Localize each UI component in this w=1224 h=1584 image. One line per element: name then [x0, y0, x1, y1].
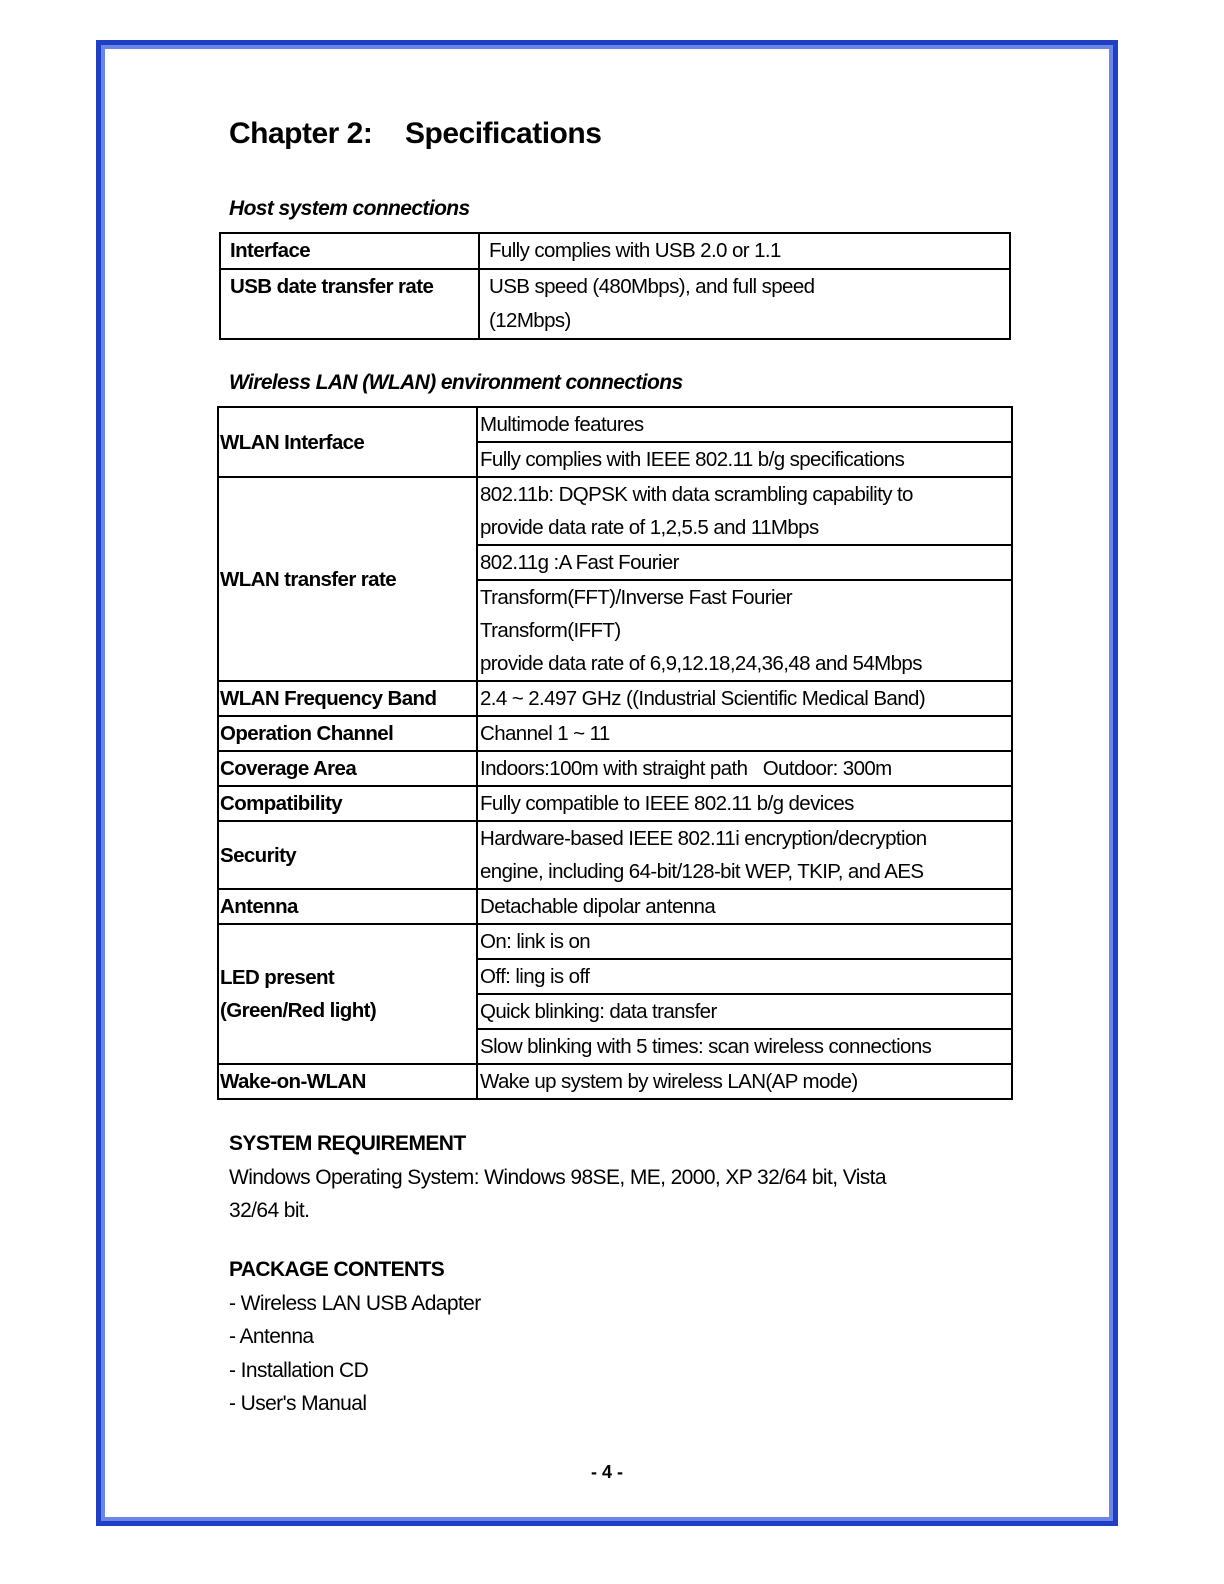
package-contents-section	[229, 1253, 481, 1421]
host-section-heading: Host system connections	[229, 197, 470, 220]
wlan-interface-value: Fully complies with IEEE 802.11 b/g specifications	[477, 442, 1012, 477]
page-number: - 4 -	[590, 1462, 623, 1482]
table-row	[220, 233, 1010, 269]
wlan-interface-value: Multimode features	[477, 407, 1012, 442]
wlan-rate-b-line: 802.11b: DQPSK with data scrambling capability to	[480, 483, 913, 506]
table-row	[218, 1064, 1012, 1099]
list-item: - User's Manual	[229, 1392, 367, 1415]
table-row	[218, 716, 1012, 751]
table-row	[218, 751, 1012, 786]
page-border-inner	[101, 45, 1113, 1521]
host-interface-value: Fully complies with USB 2.0 or 1.1	[479, 233, 1010, 269]
security-label: Security	[218, 821, 477, 889]
compatibility-value: Fully compatible to IEEE 802.11 b/g devices	[477, 786, 1012, 821]
antenna-value: Detachable dipolar antenna	[477, 889, 1012, 924]
led-label-line: LED present	[220, 966, 335, 989]
chapter-title	[229, 117, 601, 151]
table-row	[218, 924, 1012, 959]
wake-on-wlan-label: Wake-on-WLAN	[218, 1064, 477, 1099]
wlan-transfer-rate-label: WLAN transfer rate	[218, 477, 477, 681]
led-value: Slow blinking with 5 times: scan wireless connections	[477, 1029, 1012, 1064]
table-row	[218, 477, 1012, 545]
wlan-rate-g-line: Transform(IFFT)	[480, 619, 621, 642]
system-requirement-heading: SYSTEM REQUIREMENT	[229, 1132, 466, 1155]
compatibility-label: Compatibility	[218, 786, 477, 821]
chapter-number: Chapter 2:	[229, 117, 373, 150]
security-line: Hardware-based IEEE 802.11i encryption/decryption	[480, 827, 927, 850]
usb-rate-label: USB date transfer rate	[220, 269, 479, 339]
wlan-interface-label: WLAN Interface	[218, 407, 477, 477]
table-row	[218, 821, 1012, 889]
usb-rate-line: USB speed (480Mbps), and full speed	[489, 275, 815, 298]
security-line: engine, including 64-bit/128-bit WEP, TKIP, and AES	[480, 860, 924, 883]
wlan-frequency-value: 2.4 ~ 2.497 GHz ((Industrial Scientific Medical Band)	[477, 681, 1012, 716]
usb-rate-line: (12Mbps)	[489, 309, 571, 332]
wake-on-wlan-value: Wake up system by wireless LAN(AP mode)	[477, 1064, 1012, 1099]
security-value	[477, 821, 1012, 889]
table-row	[218, 407, 1012, 442]
package-contents-heading: PACKAGE CONTENTS	[229, 1258, 445, 1281]
table-row	[218, 889, 1012, 924]
table-row	[220, 269, 1010, 339]
led-label-line: (Green/Red light)	[220, 999, 377, 1022]
table-row	[218, 786, 1012, 821]
operation-channel-value: Channel 1 ~ 11	[477, 716, 1012, 751]
wlan-rate-b-value	[477, 477, 1012, 545]
list-item: - Wireless LAN USB Adapter	[229, 1291, 481, 1315]
wlan-rate-g-value: 802.11g :A Fast Fourier	[477, 545, 1012, 580]
chapter-name: Specifications	[405, 117, 602, 150]
coverage-area-value: Indoors:100m with straight path Outdoor: 300m	[477, 751, 1012, 786]
wlan-section-heading: Wireless LAN (WLAN) environment connections	[229, 371, 683, 394]
list-item: - Antenna	[229, 1325, 314, 1348]
wlan-rate-g-line: Transform(FFT)/Inverse Fast Fourier	[480, 586, 792, 609]
list-item: - Installation CD	[229, 1358, 369, 1382]
led-value: On: link is on	[477, 924, 1012, 959]
led-value: Off: ling is off	[477, 959, 1012, 994]
page-border-frame	[96, 40, 1118, 1526]
wlan-connections-table	[217, 406, 1013, 1100]
wlan-frequency-label: WLAN Frequency Band	[218, 681, 477, 716]
table-row	[218, 681, 1012, 716]
system-requirement-line: 32/64 bit.	[229, 1199, 310, 1222]
led-value: Quick blinking: data transfer	[477, 994, 1012, 1029]
led-label	[218, 924, 477, 1064]
system-requirement-line: Windows Operating System: Windows 98SE, ME, 2000, XP 32/64 bit, Vista	[229, 1165, 886, 1189]
system-requirement-section	[229, 1127, 886, 1228]
wlan-rate-g-line: provide data rate of 6,9,12.18,24,36,48 and 54Mbps	[480, 652, 922, 675]
operation-channel-label: Operation Channel	[218, 716, 477, 751]
antenna-label: Antenna	[218, 889, 477, 924]
usb-rate-value	[479, 269, 1010, 339]
wlan-rate-b-line: provide data rate of 1,2,5.5 and 11Mbps	[480, 516, 819, 539]
host-connections-table	[219, 232, 1011, 340]
wlan-rate-g-detail	[477, 580, 1012, 681]
page	[105, 49, 1109, 1517]
coverage-area-label: Coverage Area	[218, 751, 477, 786]
host-interface-label: Interface	[220, 233, 479, 269]
